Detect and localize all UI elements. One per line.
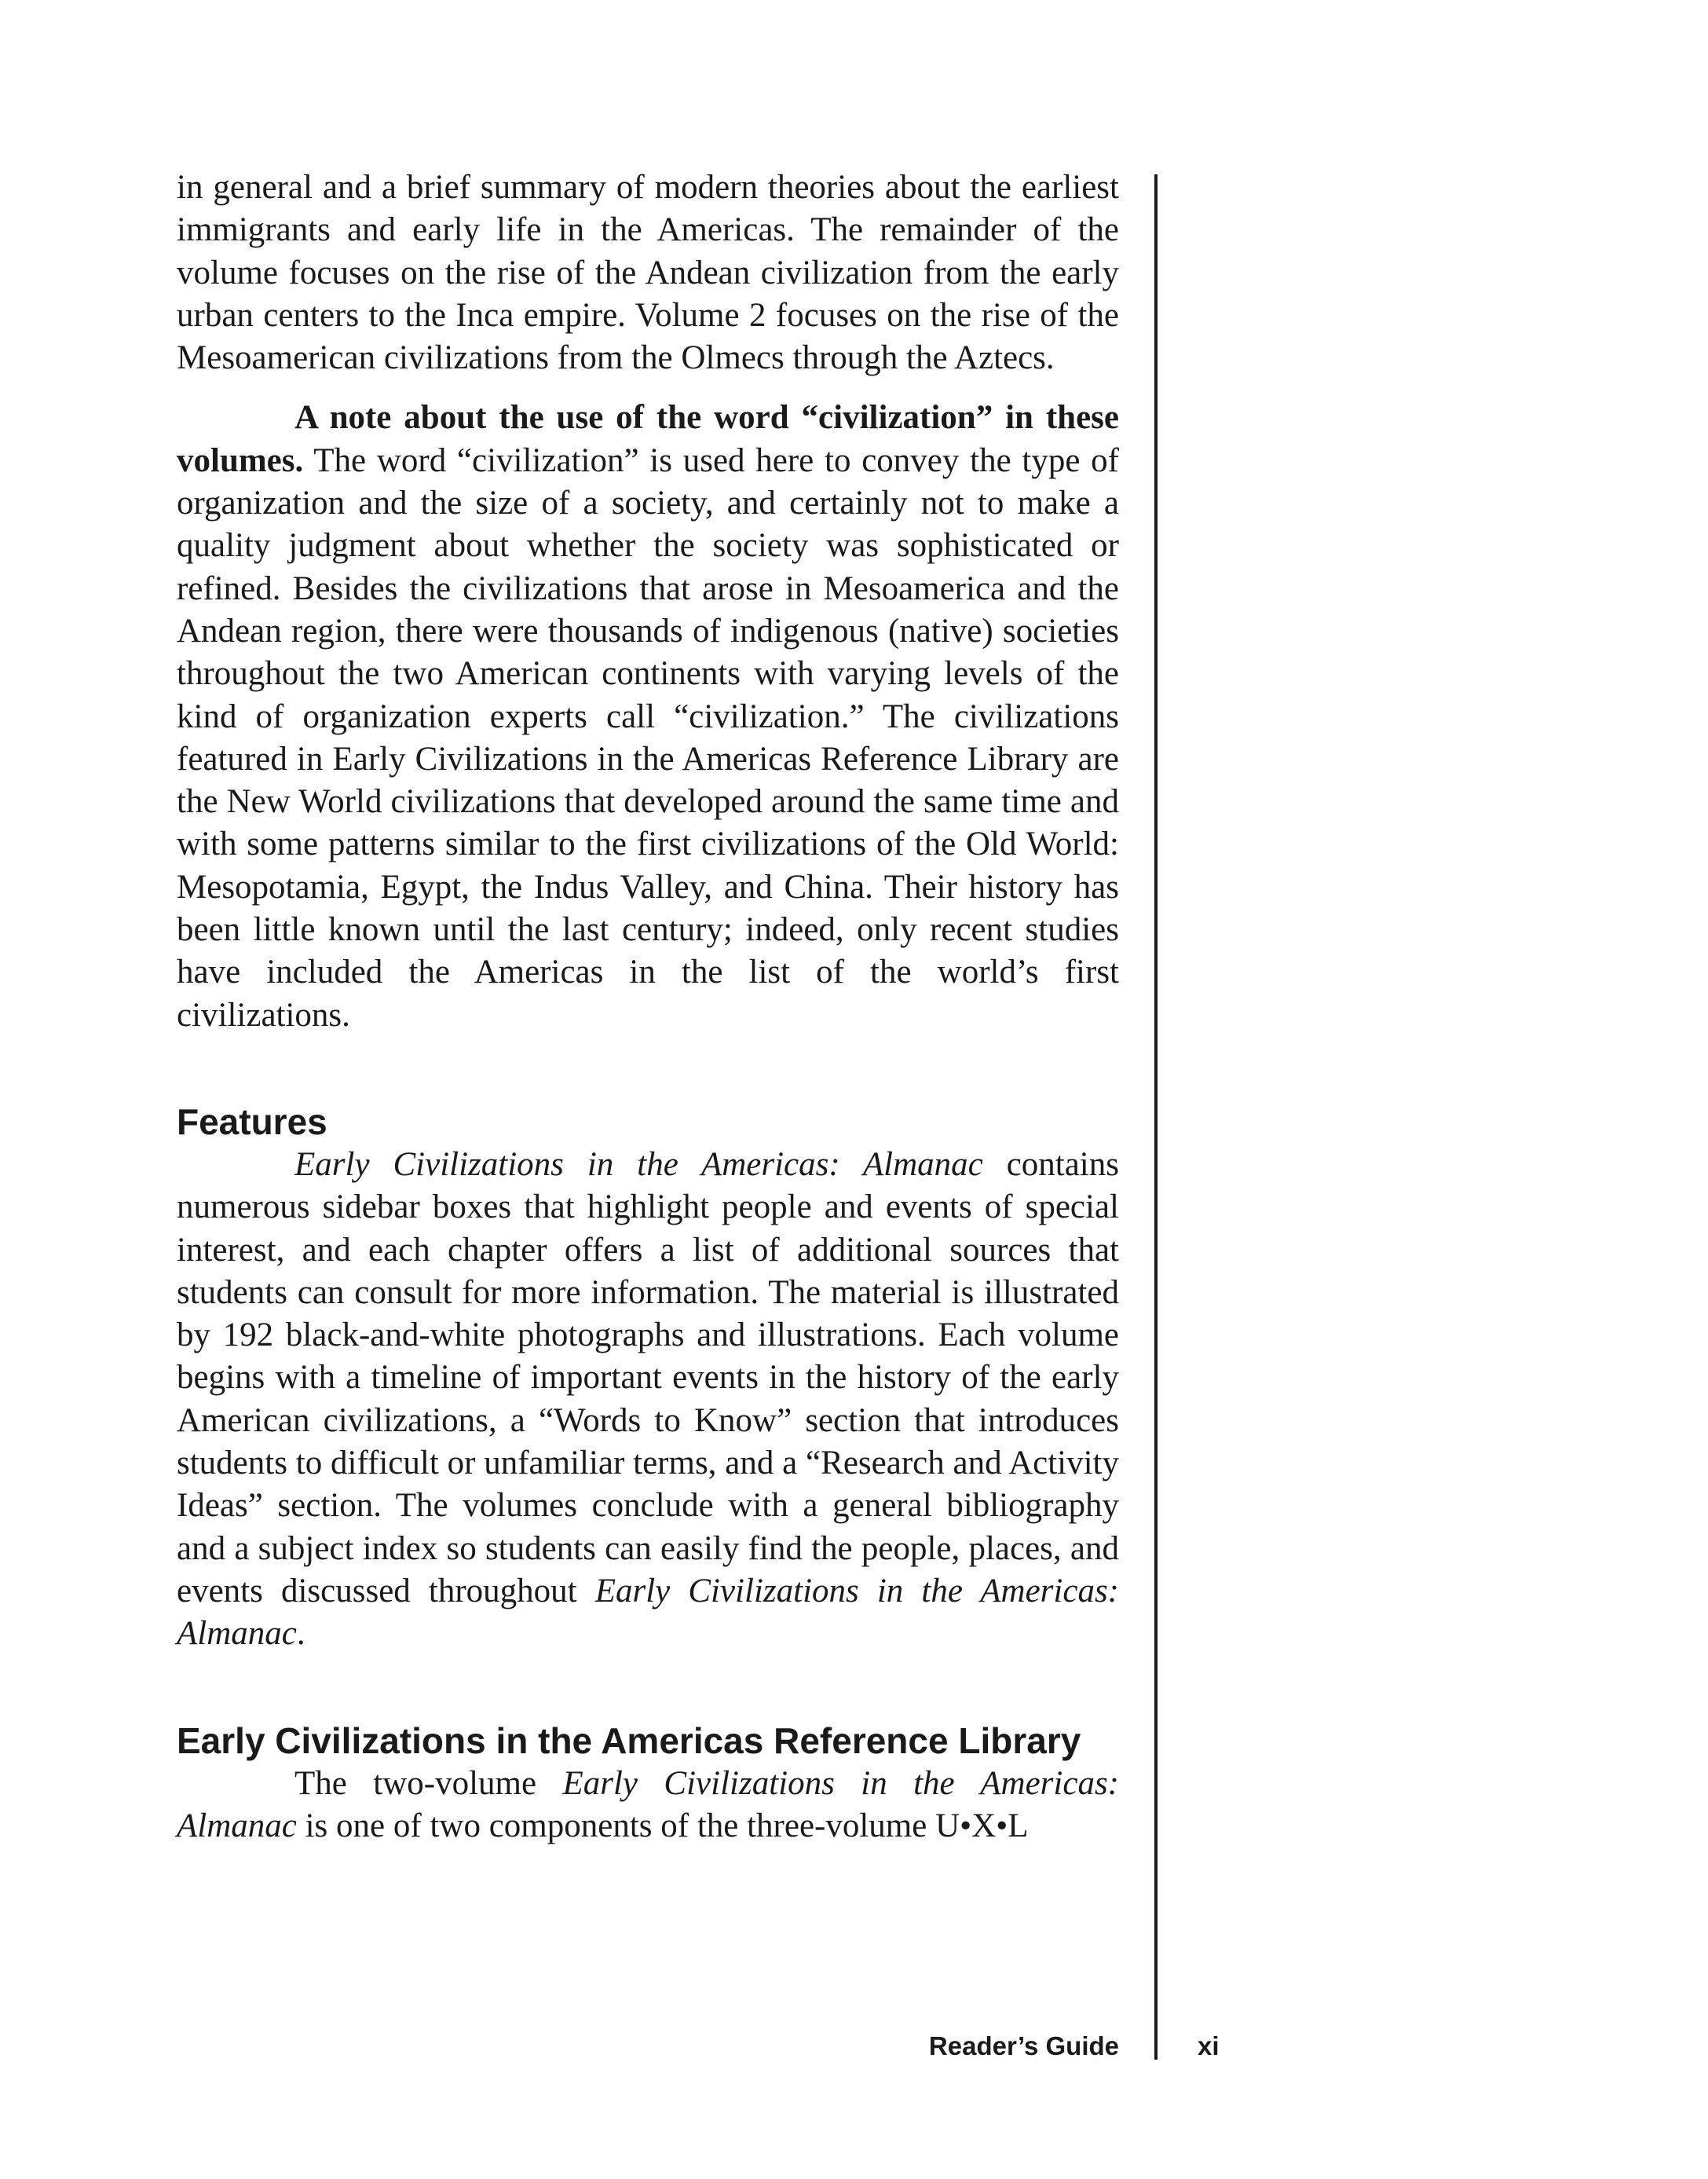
features-closing-title: Early Civilizations in the Americas: Almanac <box>177 1572 1119 1653</box>
paragraph-spacer <box>177 379 1119 397</box>
section-spacer <box>177 1656 1119 1719</box>
features-closing-period: . <box>296 1615 305 1653</box>
section-spacer <box>177 1037 1119 1100</box>
civilization-note-paragraph <box>177 397 1119 1036</box>
features-paragraph <box>177 1144 1119 1656</box>
intro-paragraph <box>177 167 1119 379</box>
reference-library-heading: Early Civilizations in the Americas Reference Library <box>177 1719 1081 1761</box>
reference-library-text: is one of two components of the three-volume U•X•L <box>296 1807 1029 1844</box>
reference-library-lead: The two-volume <box>294 1764 563 1802</box>
intro-paragraph-text: in general and a brief summary of modern theories about the earliest immigrants and early life in the Americas. The remainder of the volume focuses on the rise of the Andean civilization from the early urban centers to the Inca empire. Volume 2 focuses on the rise of the Mesoamerican civilizations from the Olmecs through the Aztecs. <box>177 169 1119 377</box>
civilization-note-lead: A note about the use of the word “civilization” in these volumes. <box>177 399 1119 479</box>
footer-page-number: xi <box>1198 2031 1220 2060</box>
text-column <box>177 167 1119 1848</box>
reference-library-book-title: Early Civilizations in the Americas: Almanac <box>177 1764 1120 1844</box>
features-text: contains numerous sidebar boxes that highlight people and events of special interest, and each chapter offers a list of additional sources that students can consult for more information. The material is illustrated by 192 black-and-white photographs and illustrations. Each volume begins with a timeline of important events in the history of the early American civilizations, a “Words to Know” section that introduces students to difficult or unfamiliar terms, and a “Research and Activity Ideas” section. The volumes conclude with a general bibliography and a subject index so students can easily find the people, places, and events discussed throughout <box>177 1145 1119 1610</box>
features-book-title: Early Civilizations in the Americas: Almanac <box>294 1145 983 1183</box>
margin-rule <box>1154 174 1158 2060</box>
reference-library-paragraph <box>177 1763 1119 1848</box>
footer-section-title: Reader’s Guide <box>928 2031 1119 2060</box>
features-heading: Features <box>177 1100 327 1142</box>
civilization-note-text: The word “civilization” is used here to convey the type of organization and the size of a society, and certainly not to make a quality judgment about whether the society was sophisticated or refined. Besides the civilizations that arose in Mesoamerica and the Andean region, there were thousands of indigenous (native) societies throughout the two American continents with varying levels of the kind of organization experts call “civilization.” The civilizations featured in Early Civilizations in the Americas Reference Library are the New World civilizations that developed around the same time and with some patterns similar to the first civilizations of the Old World: Mesopotamia, Egypt, the Indus Valley, and China. Their history has been little known until the last century; indeed, only recent studies have included the Americas in the list of the world’s first civilizations. <box>177 441 1119 1034</box>
